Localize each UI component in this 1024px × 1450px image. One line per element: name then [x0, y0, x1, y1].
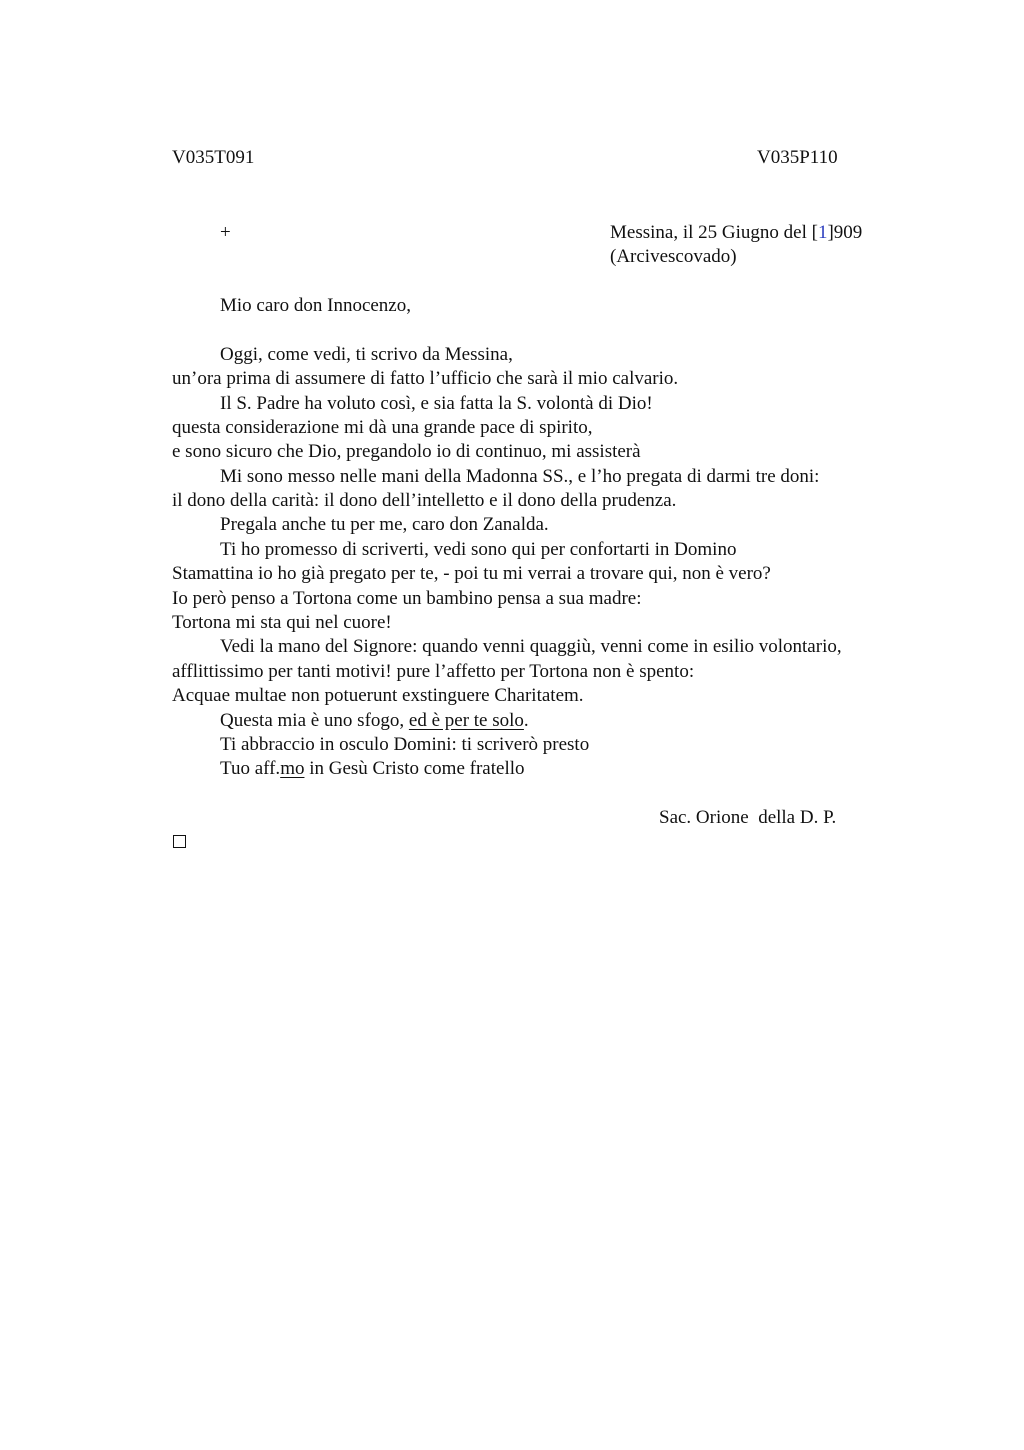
body-line: Stamattina io ho già pregato per te, - poi tu mi verrai a trovare qui, non è vero?: [172, 563, 771, 584]
body-line: un’ora prima di assumere di fatto l’ufficio che sarà il mio calvario.: [172, 368, 679, 389]
body-line: Il S. Padre ha voluto così, e sia fatta la S. volontà di Dio!: [220, 393, 653, 414]
end-box-icon: [173, 835, 186, 848]
date-prefix: Messina, il 25 Giugno del [: [610, 222, 818, 243]
body-line: afflittissimo per tanti motivi! pure l’affetto per Tortona non è spento:: [172, 661, 695, 682]
body-line: e sono sicuro che Dio, pregandolo io di continuo, mi assisterà: [172, 441, 641, 462]
body-line: Tortona mi sta qui nel cuore!: [172, 612, 392, 633]
signature: Sac. Orione della D. P.: [659, 807, 837, 828]
body-line: Vedi la mano del Signore: quando venni quaggiù, venni come in esilio volontario,: [220, 636, 842, 657]
body-line: Pregala anche tu per me, caro don Zanalda.: [220, 514, 549, 535]
underlined-text: ed è per te solo: [408, 710, 524, 731]
cross-symbol: +: [220, 222, 231, 243]
body-text: Tuo aff.: [220, 758, 281, 779]
place-line: (Arcivescovado): [610, 246, 737, 267]
body-line: Ti ho promesso di scriverti, vedi sono qui per confortarti in Domino: [220, 539, 737, 560]
salutation: Mio caro don Innocenzo,: [220, 295, 411, 316]
body-line: il dono della carità: il dono dell’intelletto e il dono della prudenza.: [172, 490, 677, 511]
body-line: Io però penso a Tortona come un bambino pensa a sua madre:: [172, 588, 642, 609]
body-text: Questa mia è uno sfogo,: [220, 710, 409, 731]
document-code-right: V035P110: [757, 147, 838, 168]
date-suffix: ]909: [827, 222, 863, 243]
closing-line: [220, 757, 525, 781]
underlined-text: mo: [280, 758, 305, 779]
body-line: Mi sono messo nelle mani della Madonna SS., e l’ho pregata di darmi tre doni:: [220, 466, 820, 487]
body-text: .: [523, 710, 529, 731]
date-bracket-digit: 1: [817, 222, 828, 243]
body-line: Oggi, come vedi, ti scrivo da Messina,: [220, 344, 513, 365]
body-text: in Gesù Cristo come fratello: [304, 758, 525, 779]
document-code-left: V035T091: [172, 147, 255, 168]
body-line: [220, 709, 529, 733]
body-line: questa considerazione mi dà una grande pace di spirito,: [172, 417, 593, 438]
body-line: Ti abbraccio in osculo Domini: ti scriverò presto: [220, 734, 590, 755]
body-line: Acquae multae non potuerunt exstinguere Charitatem.: [172, 685, 584, 706]
date-line: [610, 221, 862, 245]
